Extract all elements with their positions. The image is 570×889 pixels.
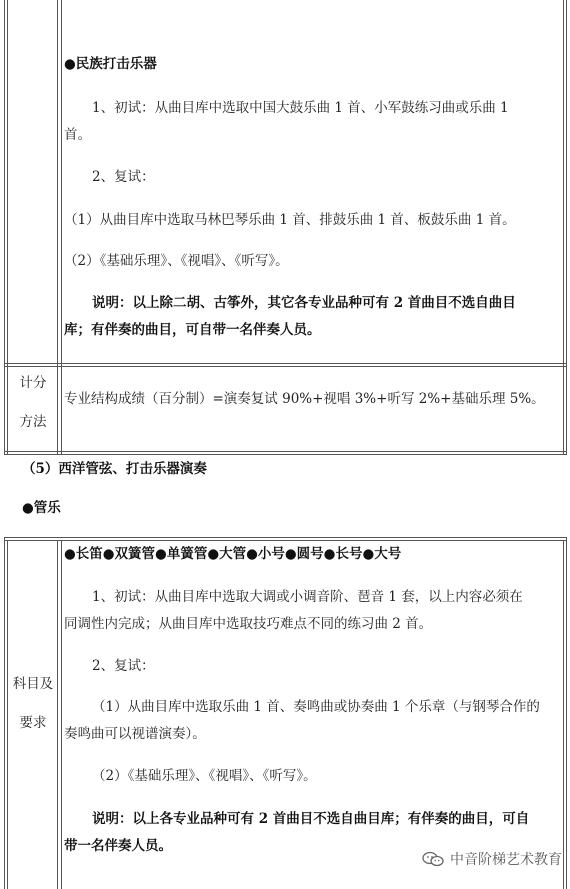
watermark-text: 中音阶梯艺术教育 [450,852,562,868]
table2-para3-line1: （1）从曲目库中选取乐曲 1 首、奏鸣曲或协奏曲 1 个乐章（与钢琴合作的 [92,699,540,715]
table2-note-line2: 带一名伴奏人员。 [64,838,172,854]
table1-note-line1: 说明：以上除二胡、古筝外，其它各专业品种可有 2 首曲目不选自曲目 [92,295,516,311]
table2-border-col-inner [61,540,62,889]
table2-para1-line1: 1、初试：从曲目库中选取大调或小调音阶、琶音 1 套，以上内容必须在 [92,589,523,605]
table1-heading: ●民族打击乐器 [64,56,157,72]
table2-top-b [4,540,567,541]
table2-border-right-outer [563,540,564,889]
table1-bottom-a [4,451,567,452]
table2-top-a [4,537,567,538]
score-label-line1: 计分 [19,375,47,391]
table1-para2: 2、复试： [92,169,155,185]
score-text: 专业结构成绩（百分制）=演奏复试 90%+视唱 3%+听写 2%+基础乐理 5%。 [64,391,545,407]
table1-note-line2: 库；有伴奏的曲目，可自带一名伴奏人员。 [64,322,321,338]
table2-para2: 2、复试： [92,658,155,674]
table2-heading: ●长笛●双簧管●单簧管●大管●小号●圆号●长号●大号 [64,546,402,562]
table2-border-left-outer [4,537,5,889]
wechat-icon [422,851,444,867]
table1-para1-line1: 1、初试：从曲目库中选取中国大鼓乐曲 1 首、小军鼓练习曲或乐曲 1 [92,100,509,116]
table1-border-left-outer [4,0,5,455]
table2-note-line1: 说明：以上各专业品种可有 2 首曲目不选自曲目库；有伴奏的曲目，可自 [92,811,530,827]
table2-border-right-inner [566,537,567,889]
table1-bottom-b [4,454,567,455]
table2-para4: （2）《基础乐理》、《视唱》、《听写》。 [92,768,317,784]
table1-para4: （2）《基础乐理》、《视唱》、《听写》。 [64,253,289,269]
score-label-line2: 方法 [19,414,47,430]
table1-row-divider-a [4,363,567,364]
subject-label-line2: 要求 [19,715,47,731]
table1-border-right-inner [566,0,567,455]
table1-row-divider-b [4,366,567,367]
table1-border-col-inner [61,0,62,455]
table2-para1-line2: 同调性内完成；从曲目库中选取技巧难点不同的练习曲 2 首。 [64,616,433,632]
subsection-title: ●管乐 [22,500,61,516]
table1-border-right-outer [563,0,564,455]
watermark [422,849,562,869]
table2-para3-line2: 奏鸣曲可以视谱演奏）。 [64,726,206,742]
table1-para3: （1）从曲目库中选取马林巴琴乐曲 1 首、排鼓乐曲 1 首、板鼓乐曲 1 首。 [64,212,516,228]
section-title: （5）西洋管弦、打击乐器演奏 [22,461,207,477]
subject-label-line1: 科目及 [12,676,54,692]
table1-para1-line2: 首。 [64,127,91,143]
